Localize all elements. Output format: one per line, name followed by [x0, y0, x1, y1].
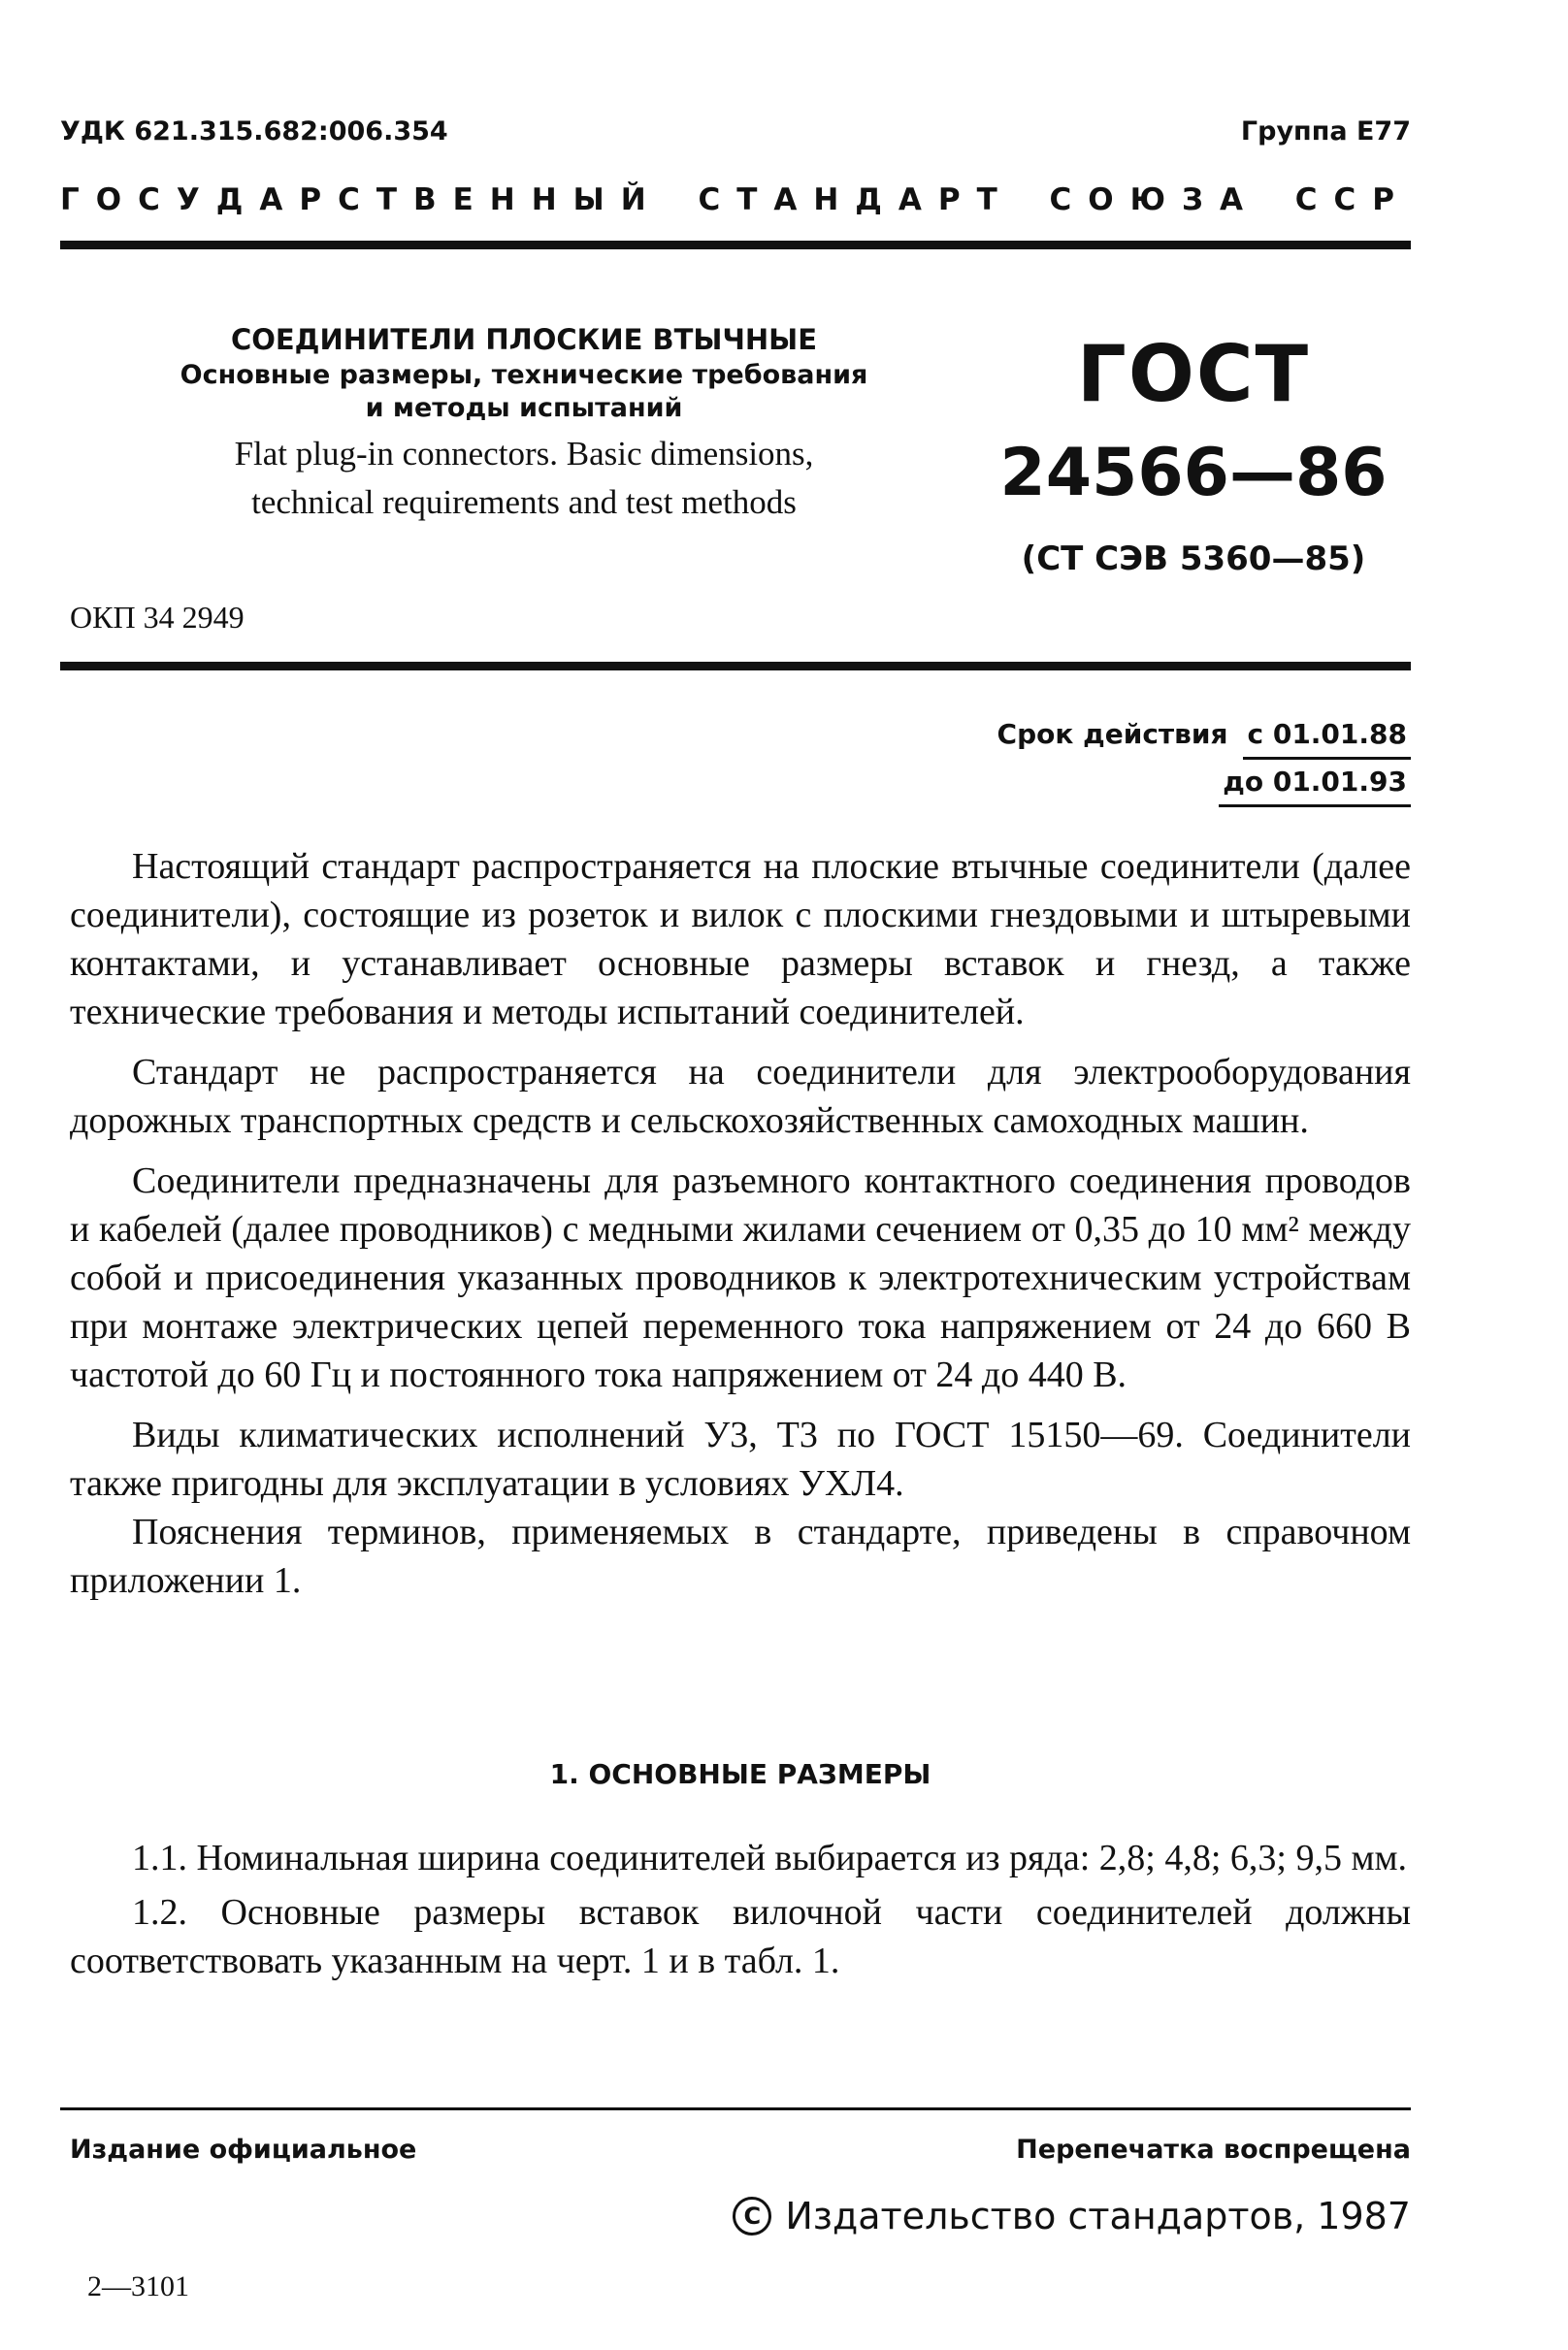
- subtitle-line-1: Основные размеры, технические требования: [180, 360, 868, 390]
- publisher-name: Издательство стандартов, 1987: [785, 2195, 1411, 2237]
- title-block: [146, 320, 902, 522]
- title-rule: [60, 662, 1411, 670]
- validity-from: с 01.01.88: [1243, 712, 1411, 760]
- banner-word: СОЮЗА: [1049, 182, 1260, 217]
- english-title-line-1: Flat plug-in connectors. Basic dimensions,: [234, 435, 814, 473]
- footer-rule: [60, 2107, 1411, 2110]
- sev-reference: (СТ СЭВ 5360—85): [1021, 539, 1366, 578]
- gost-label: ГОСТ: [1076, 329, 1311, 419]
- header-rule: [60, 241, 1411, 249]
- print-code: 2—3101: [87, 2270, 189, 2302]
- paragraph: Стандарт не распространяется на соединители для электрооборудования дорожных транспортных средств и сельскохозяйственных самоходных машин.: [70, 1052, 1411, 1141]
- paragraph: Настоящий стандарт распространяется на плоские втычные соединители (далее соединители), состоящие из розеток и вилок с плоскими гнездовыми и штыревыми контактами, и устанавливает основные размеры вставок и гнезд, а также технические требования и методы испытаний соединителей.: [70, 846, 1411, 1032]
- validity-label: Срок действия: [996, 718, 1228, 750]
- copyright-icon: С: [733, 2197, 771, 2236]
- banner-word: СТАНДАРТ: [698, 182, 1014, 217]
- state-standard-banner: [60, 182, 1411, 217]
- clause-1-2: 1.2. Основные размеры вставок вилочной части соединителей должны соответствовать указанным на черт. 1 и в табл. 1.: [70, 1892, 1411, 1981]
- subtitle-line-2: и методы испытаний: [365, 393, 683, 423]
- document-title: СОЕДИНИТЕЛИ ПЛОСКИЕ ВТЫЧНЫЕ: [230, 323, 818, 356]
- validity-to: до 01.01.93: [1219, 760, 1411, 807]
- validity-period: [997, 712, 1411, 807]
- standard-number: 24566—86: [999, 435, 1388, 511]
- publisher-line: [733, 2195, 1411, 2237]
- okp-code: ОКП 34 2949: [70, 600, 245, 635]
- paragraph: Виды климатических исполнений У3, Т3 по ГОСТ 15150—69. Соединители также пригодны для эксплуатации в условиях УХЛ4.: [70, 1415, 1411, 1504]
- banner-word: ГОСУДАРСТВЕННЫЙ: [60, 182, 663, 217]
- group-code: Группа Е77: [1240, 116, 1411, 147]
- udk-code: УДК 621.315.682:006.354: [60, 116, 448, 147]
- reprint-note: Перепечатка воспрещена: [1016, 2135, 1411, 2165]
- clauses: [70, 1834, 1411, 1991]
- section-heading: 1. ОСНОВНЫЕ РАЗМЕРЫ: [549, 1758, 931, 1790]
- english-title-line-2: technical requirements and test methods: [251, 483, 797, 521]
- edition-note: Издание официальное: [70, 2135, 417, 2165]
- intro-text: [70, 842, 1411, 1616]
- clause-1-1: 1.1. Номинальная ширина соединителей выбирается из ряда: 2,8; 4,8; 6,3; 9,5 мм.: [132, 1838, 1408, 1878]
- banner-word: ССР: [1294, 182, 1411, 217]
- paragraph: Соединители предназначены для разъемного контактного соединения проводов и кабелей (далее проводников) с медными жилами сечением от 0,35 до 10 мм² между собой и присоединения указанных проводников к электротехническим устройствам при монтаже электрических цепей переменного тока напряжением от 24 до 660 В частотой до 60 Гц и постоянного тока напряжением от 24 до 440 В.: [70, 1160, 1411, 1395]
- standard-id-block: [980, 328, 1407, 582]
- paragraph: Пояснения терминов, применяемых в стандарте, приведены в справочном приложении 1.: [70, 1512, 1411, 1601]
